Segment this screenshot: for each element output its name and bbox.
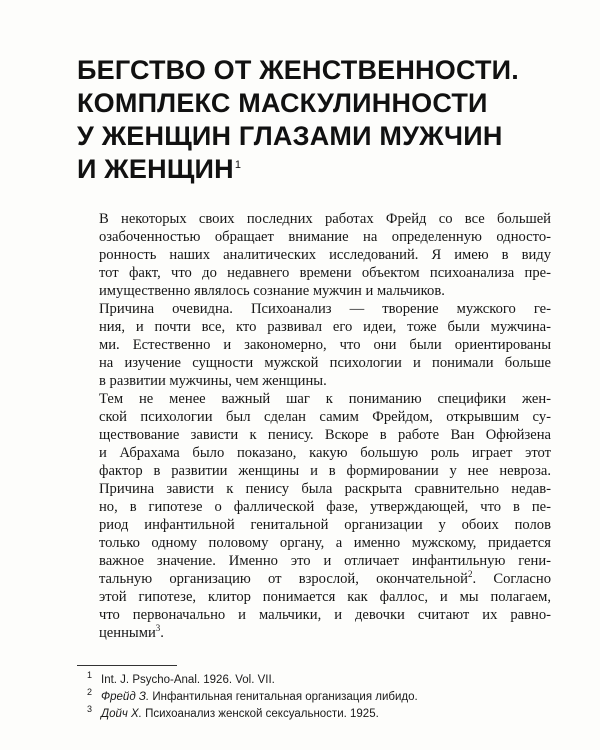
text-line: ми. Естественно и закономерно, что они были ориентированы bbox=[99, 337, 551, 353]
text-line: но, в гипотезе о фаллической фазе, утверждающей, что в пе- bbox=[99, 499, 551, 515]
footnote-text: Психоанализ женской сексуальности. 1925. bbox=[141, 708, 379, 720]
paragraph-1 bbox=[77, 210, 551, 300]
text-line: тот факт, что до недавнего времени объектом психоанализа пре- bbox=[99, 265, 551, 281]
footnote-3: 3 Дойч Х. Психоанализ женской сексуальности. 1925. bbox=[87, 704, 379, 720]
text-line bbox=[77, 570, 551, 588]
footnote-author: Фрейд З. bbox=[101, 691, 150, 703]
text-line: ния, и почти все, кто развивал его идеи, тоже были мужчина- bbox=[99, 319, 551, 335]
text-line: ронность наших аналитических исследований. Я имею в виду bbox=[99, 247, 551, 263]
text-segment: . Согласно bbox=[472, 571, 552, 587]
footnote-divider bbox=[77, 665, 177, 666]
text-line: риод инфантильной генитальной организации у обоих полов bbox=[99, 517, 551, 533]
text-line: В некоторых своих последних работах Фрейд со все большей bbox=[99, 211, 551, 227]
text-segment: . bbox=[160, 625, 164, 641]
footnote-2: 2 Фрейд З. Инфантильная генитальная организация либидо. bbox=[87, 687, 418, 703]
footnote-author: Дойч Х. bbox=[101, 708, 142, 720]
footnote-mark: 2 bbox=[468, 569, 473, 580]
text-line: ской психологии был сделан самим Фрейдом, открывшим су- bbox=[99, 409, 551, 425]
text-line: важное значение. Именно это и отличает инфантильную гени- bbox=[99, 553, 551, 569]
paragraph-2 bbox=[77, 300, 551, 390]
footnotes bbox=[77, 672, 551, 723]
text-segment: тальную организацию от взрослой, окончательной bbox=[99, 571, 468, 587]
text-line: что первоначально и мальчики, и девочки считают их равно- bbox=[99, 607, 551, 623]
text-line bbox=[77, 624, 551, 642]
text-line: фактор в развитии женщины и в формировании у нее невроза. bbox=[99, 463, 551, 479]
title-line: БЕГСТВО ОТ ЖЕНСТВЕННОСТИ. bbox=[77, 55, 519, 86]
text-line: имущественно являлось сознание мужчин и мальчиков. bbox=[99, 283, 445, 299]
title-line: КОМПЛЕКС МАСКУЛИННОСТИ bbox=[77, 88, 488, 119]
chapter-title bbox=[77, 54, 577, 186]
title-line bbox=[77, 153, 577, 186]
text-line: Причина очевидна. Психоанализ — творение мужского ге- bbox=[99, 301, 551, 317]
text-line: Причина зависти к пенису была раскрыта сравнительно недав- bbox=[99, 481, 551, 497]
footnote-text: Инфантильная генитальная организация либидо. bbox=[149, 691, 418, 703]
footnote-text: Int. J. Psycho-Anal. 1926. Vol. VII. bbox=[101, 674, 275, 686]
paragraph-3 bbox=[77, 390, 551, 642]
text-line: озабоченностью обращает внимание на определенную односто- bbox=[99, 229, 551, 245]
body-text bbox=[77, 210, 551, 642]
text-segment: ценными bbox=[99, 625, 156, 641]
text-line: только одному половому органу, а именно мужскому, придается bbox=[99, 535, 551, 551]
footnote-1: 1 Int. J. Psycho-Anal. 1926. Vol. VII. bbox=[87, 670, 275, 686]
text-line: этой гипотезе, клитор понимается как фаллос, и мы полагаем, bbox=[99, 589, 551, 605]
title-footnote-mark: 1 bbox=[234, 159, 242, 172]
title-line: У ЖЕНЩИН ГЛАЗАМИ МУЖЧИН bbox=[77, 121, 503, 152]
text-line: на изучение сущности мужской психологии и понимали больше bbox=[99, 355, 551, 371]
text-line: в развитии мужчины, чем женщины. bbox=[99, 373, 327, 389]
text-line: ществование зависти к пенису. Вскоре в работе Ван Офюйзена bbox=[99, 427, 551, 443]
text-line: Тем не менее важный шаг к пониманию специфики жен- bbox=[99, 391, 551, 407]
footnote-mark: 3 bbox=[155, 623, 161, 634]
text-line: и Абрахама было показано, какую большую роль играет этот bbox=[99, 445, 551, 461]
title-line-text: И ЖЕНЩИН bbox=[77, 154, 234, 185]
